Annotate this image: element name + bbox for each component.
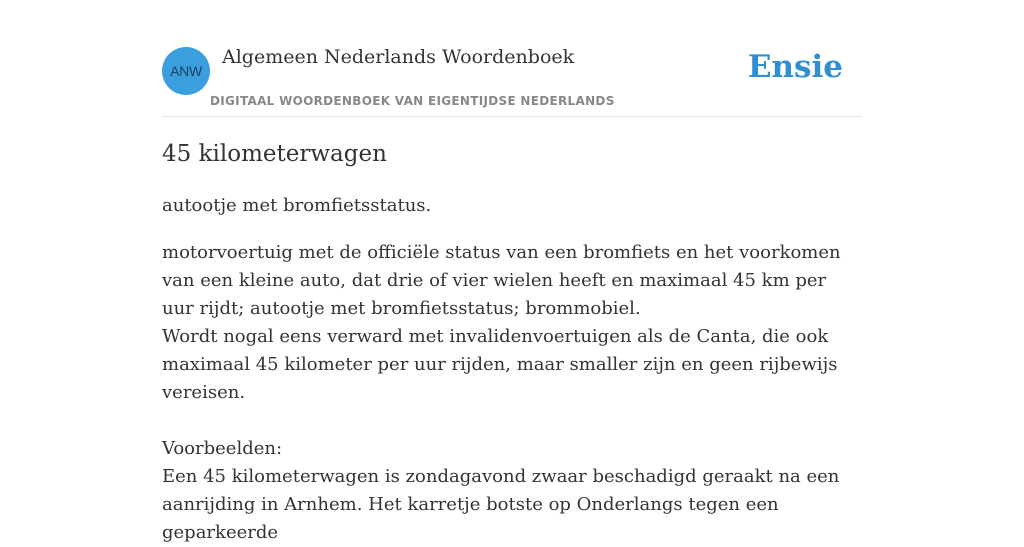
ensie-logo-link[interactable]: Ensie: [747, 49, 843, 85]
definition-note: Wordt nogal eens verward met invalidenvoertuigen als de Canta, die ook maximaal 45 kilometer per uur rijden, maar smaller zijn en geen rijbewijs vereisen.: [162, 326, 838, 403]
entry-content: [162, 138, 862, 547]
examples-label: Voorbeelden:: [162, 438, 283, 459]
short-definition: autootje met bromfietsstatus.: [162, 195, 432, 216]
dictionary-subtitle: DIGITAAL WOORDENBOEK VAN EIGENTIJDSE NEDERLANDS: [210, 94, 615, 108]
full-definition: [162, 239, 862, 407]
entry-headword: 45 kilometerwagen: [162, 141, 387, 167]
dictionary-title[interactable]: Algemeen Nederlands Woordenboek: [222, 46, 575, 68]
site-header: [162, 40, 862, 117]
anw-logo[interactable]: ANW: [162, 47, 210, 95]
example-text: Een 45 kilometerwagen is zondagavond zwaar beschadigd geraakt na een aanrijding in Arnhem. Het karretje botste op Onderlangs tegen een geparkeerde: [162, 466, 840, 543]
definition-text: motorvoertuig met de officiële status van een bromfiets en het voorkomen van een kleine auto, dat drie of vier wielen heeft en maximaal 45 km per uur rijdt; autootje met bromfietsstatus; brommobiel.: [162, 242, 841, 319]
